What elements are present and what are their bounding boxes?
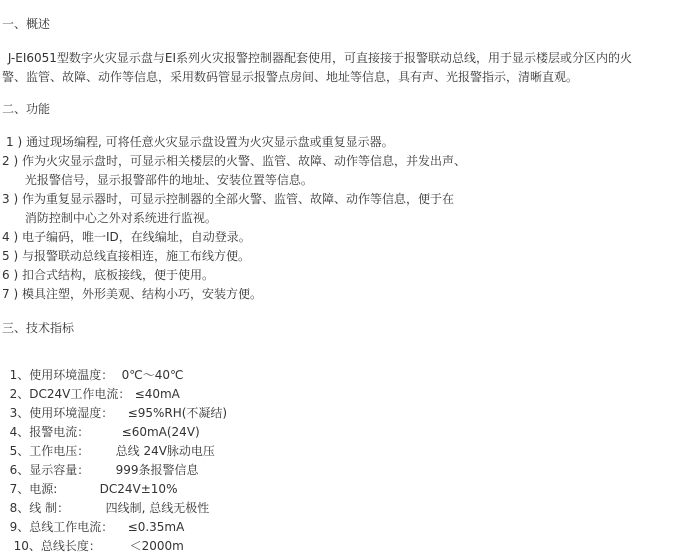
spec-value: DC24V±10%: [99, 482, 178, 496]
function-item-1: 1 ) 通过现场编程, 可将任意火灾显示盘设置为火灾显示盘或重复显示器。: [6, 135, 394, 149]
spec-row: [6, 522, 184, 554]
spec-label: 9、总线工作电流：: [9, 520, 114, 534]
function-item-5: 5 ) 与报警联动总线直接相连，施工布线方便。: [2, 249, 250, 263]
spec-label: 7、电源:: [9, 482, 58, 496]
spec-value: ≤95%RH(不凝结): [127, 406, 228, 420]
spec-label: 10、总线长度：: [13, 539, 101, 553]
spec-value: ＜2000m: [129, 539, 184, 553]
function-item-2: 2 ) 作为火灾显示盘时，可显示相关楼层的火警、监管、故障、动作等信息，并发出声、: [2, 154, 466, 168]
spec-label: 5、工作电压：: [9, 444, 90, 458]
function-item-4: 4 ) 电子编码，唯一ID，在线编址，自动登录。: [2, 230, 251, 244]
spec-label: 4、报警电流：: [9, 425, 90, 439]
spec-label: 2、DC24V工作电流：: [9, 387, 131, 401]
spec-label: 1、使用环境温度：: [9, 368, 114, 382]
spec-value: ≤0.35mA: [127, 520, 185, 534]
spec-value: 999条报警信息: [115, 463, 199, 477]
spec-value: 总线 24V脉动电压: [115, 444, 215, 458]
function-item-2-cont: 光报警信号，显示报警部件的地址、安装位置等信息。: [2, 173, 313, 187]
spec-value: ≤60mA(24V): [121, 425, 200, 439]
overview-text-line1: J-EI6051型数字火灾显示盘与EI系列火灾报警控制器配套使用，可直接接于报警联动总线，用于显示楼层或分区内的火: [4, 51, 633, 65]
function-item-6: 6 ) 扣合式结构，底板接线，便于使用。: [2, 268, 214, 282]
spec-value: 四线制, 总线无极性: [105, 501, 210, 515]
function-item-7: 7 ) 模具注塑，外形美观、结构小巧，安装方便。: [2, 287, 262, 301]
spec-value: 0℃～40℃: [121, 368, 184, 382]
function-item-3-cont: 消防控制中心之外对系统进行监视。: [2, 211, 217, 225]
spec-value: ≤40mA: [134, 387, 180, 401]
spec-label: 6、显示容量：: [9, 463, 90, 477]
overview-text-line2: 警、监管、故障、动作等信息，采用数码管显示报警点房间、地址等信息，具有声、光报警指示，清晰直观。: [2, 70, 579, 84]
spec-label: 8、线 制：: [9, 501, 70, 515]
functions-heading: 二、功能: [2, 102, 51, 116]
function-item-3: 3 ) 作为重复显示器时，可显示控制器的全部火警、监管、故障、动作等信息，便于在: [2, 192, 454, 206]
specs-heading: 三、技术指标: [2, 321, 75, 335]
overview-heading: 一、概述: [2, 17, 51, 31]
spec-label: 3、使用环境湿度：: [9, 406, 114, 420]
